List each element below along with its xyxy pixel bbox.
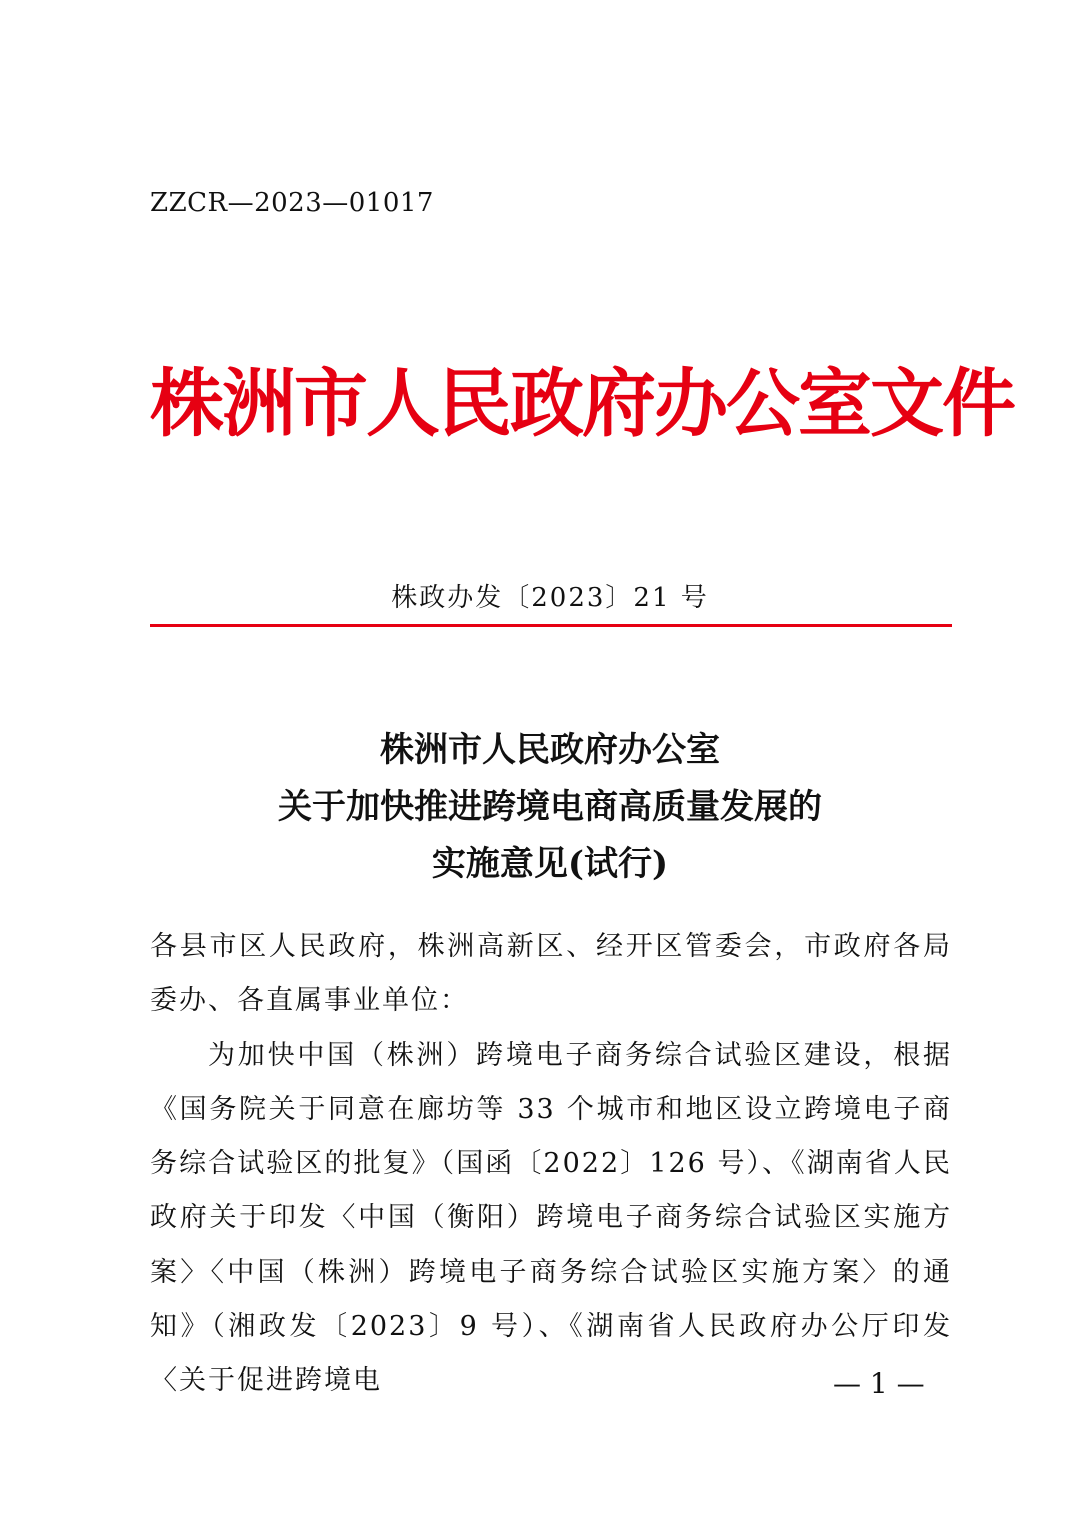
page-number: — 1 — — [833, 1367, 925, 1400]
paragraph-1: 为加快中国（株洲）跨境电子商务综合试验区建设，根据《国务院关于同意在廊坊等 33 个城市和地区设立跨境电子商务综合试验区的批复》（国函〔2022〕126 号）、《湖南省人民政府关于印发〈中国（衡阳）跨境电子商务综合试验区实施方案〉〈中国（株洲）跨境电子商务综合试验区实施方案〉的通知》（湘政发〔2023〕9 号）、《湖南省人民政府办公厅印发〈关于促进跨境电 — [150, 1039, 952, 1397]
issuer-title: 株洲市人民政府办公室文件 — [150, 361, 1014, 447]
document-number: 株政办发〔2023〕21 号 — [391, 583, 709, 613]
body-text — [150, 920, 952, 1409]
document-code: ZZCR—2023—01017 — [150, 188, 434, 218]
title-line-3: 实施意见(试行) — [431, 844, 669, 884]
title-line-1: 株洲市人民政府办公室 — [380, 730, 720, 770]
red-divider — [150, 624, 952, 627]
salutation: 各县市区人民政府，株洲高新区、经开区管委会，市政府各局委办、各直属事业单位： — [150, 931, 952, 1017]
document-title — [150, 722, 950, 893]
title-line-2: 关于加快推进跨境电商高质量发展的 — [278, 787, 822, 827]
